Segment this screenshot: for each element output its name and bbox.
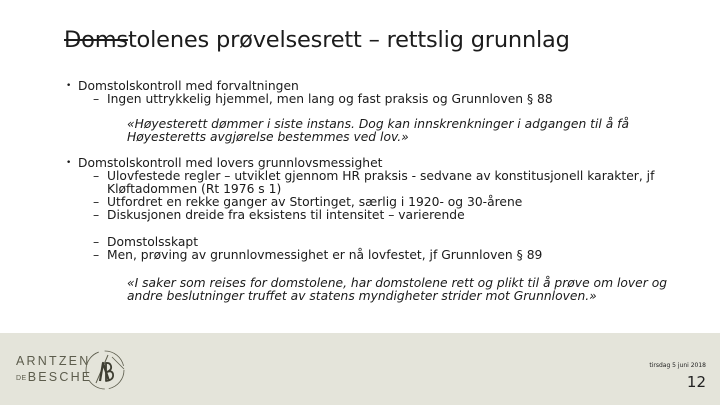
company-logo-text [16, 353, 92, 387]
quote-line: Høyesteretts avgjørelse bestemmes ved lov.» [127, 130, 409, 144]
logo-line-1: ARNTZEN [16, 354, 91, 368]
quote-line: «I saker som reises for domstolene, har domstolene rett og plikt til å prøve om lover og [127, 276, 668, 290]
logo-besche: BESCHE [27, 370, 93, 384]
slide-title-struck: Doms [64, 27, 128, 53]
slide-title [64, 25, 570, 55]
dash-icon: – [93, 235, 100, 249]
sub-bullet-text: Ulovfestede regler – utviklet gjennom HR praksis - sedvane av konstitusjonell karakter, jf [107, 169, 655, 183]
dash-icon: – [93, 92, 100, 106]
sub-bullet-text: Men, prøving av grunnlovmessighet er nå lovfestet, jf Grunnloven § 89 [107, 248, 543, 262]
slide-title-rest: tolenes prøvelsesrett – rettslig grunnlag [127, 27, 570, 53]
bullet-icon: • [66, 81, 72, 91]
sub-bullet-text: Utfordret en rekke ganger av Stortinget, særlig i 1920- og 30-årene [107, 195, 523, 209]
footer-bar [0, 333, 720, 405]
sub-bullet-text: Diskusjonen dreide fra eksistens til intensitet – varierende [107, 208, 465, 222]
sub-bullet-text: Ingen uttrykkelig hjemmel, men lang og fast praksis og Grunnloven § 88 [107, 92, 553, 106]
sub-bullet-continuation: Kløftadommen (Rt 1976 s 1) [107, 182, 282, 196]
dash-icon: – [93, 208, 100, 222]
ab-monogram-icon [82, 347, 128, 393]
dash-icon: – [93, 195, 100, 209]
dash-icon: – [93, 248, 100, 262]
dash-icon: – [93, 169, 100, 183]
slide-date: tirsdag 5 juni 2018 [649, 362, 706, 369]
slide-number: 12 [686, 373, 706, 391]
bullet-text: Domstolskontroll med lovers grunnlovsmessighet [78, 156, 383, 170]
bullet-text: Domstolskontroll med forvaltningen [78, 79, 299, 93]
quote-line: andre beslutninger truffet av statens myndigheter strider mot Grunnloven.» [127, 289, 597, 303]
quote-line: «Høyesterett dømmer i siste instans. Dog kan innskrenkninger i adgangen til å få [127, 117, 630, 131]
logo-de: DE [16, 375, 27, 382]
sub-bullet-text: Domstolsskapt [107, 235, 199, 249]
logo-line-2 [16, 369, 92, 387]
bullet-icon: • [66, 158, 72, 168]
